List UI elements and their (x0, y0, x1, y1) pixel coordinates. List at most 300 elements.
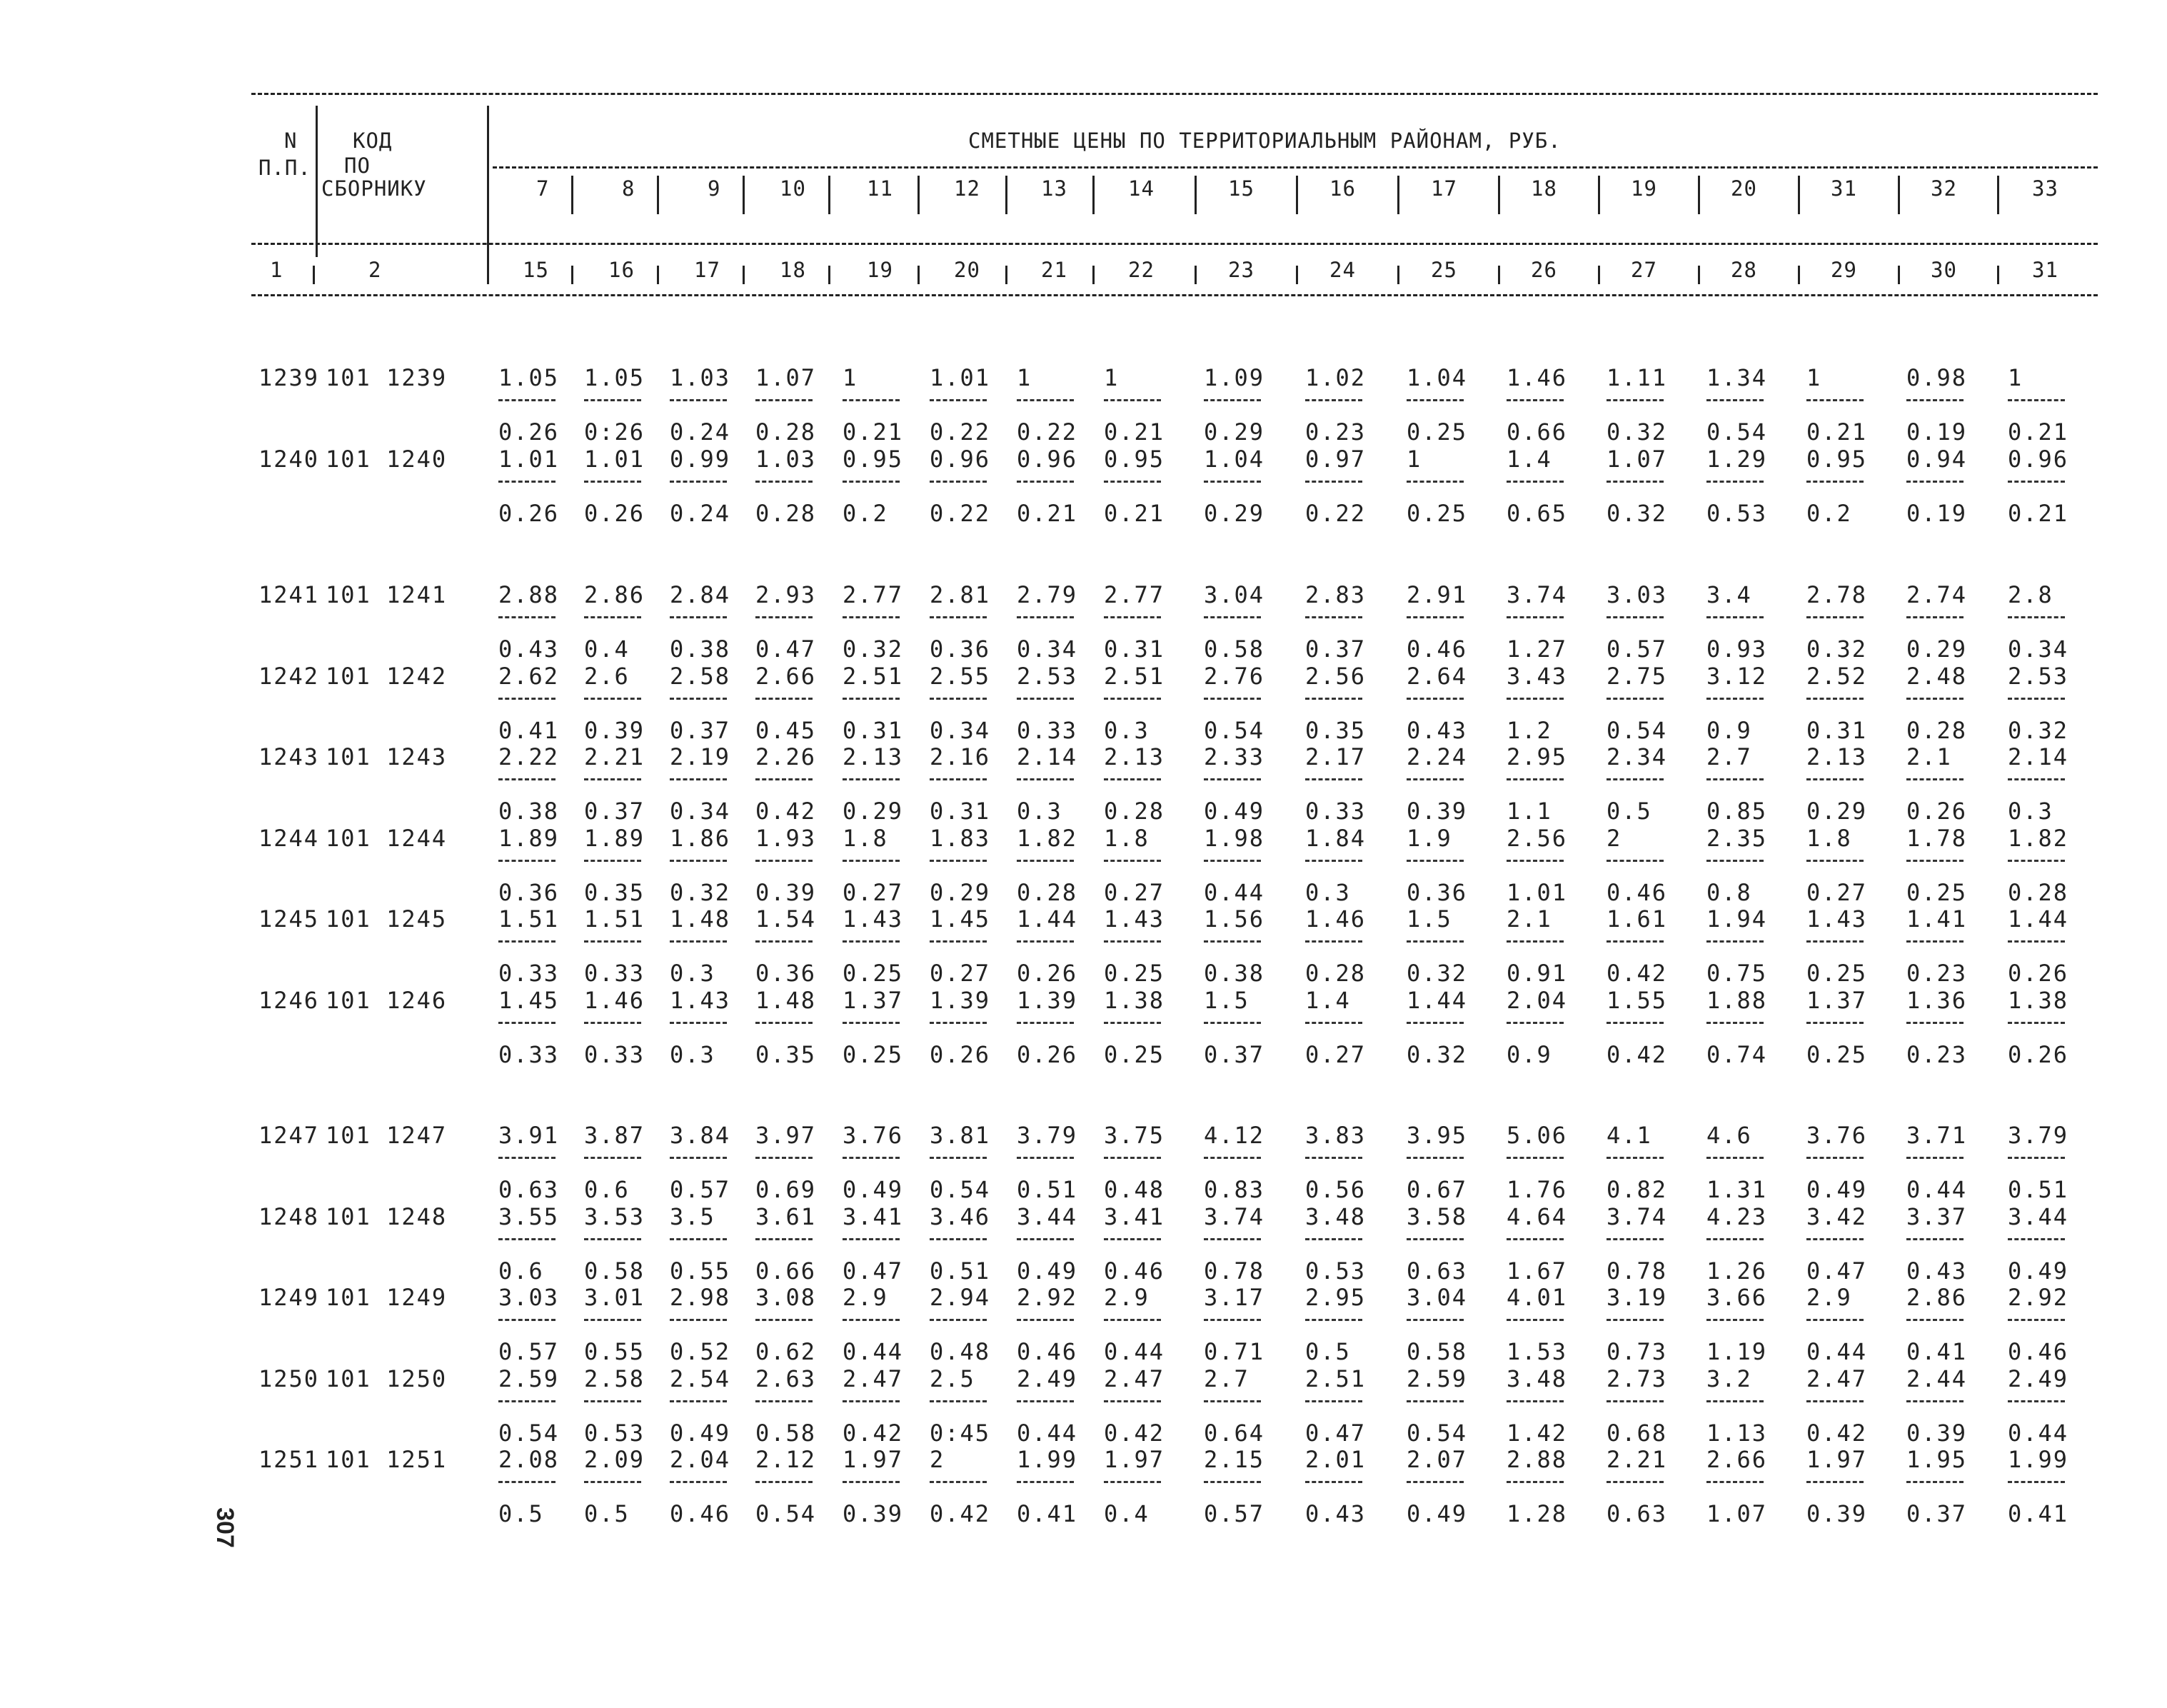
price-total: 1.98 (1204, 824, 1265, 852)
fraction-bar (1706, 1400, 1764, 1402)
price-total: 2.9 (1806, 1284, 1852, 1311)
price-wage: 0.44 (1906, 1176, 1968, 1203)
fraction-bar (1507, 616, 1564, 618)
column-number: 28 (1731, 258, 1757, 282)
price-total: 4.23 (1706, 1202, 1768, 1230)
fraction-bar (1104, 1022, 1161, 1024)
price-total: 1.45 (930, 905, 991, 933)
price-total: 2 (930, 1446, 945, 1473)
price-total: 0.94 (1906, 445, 1968, 473)
price-total: 2.88 (1507, 1446, 1568, 1473)
header-separator-district (1898, 176, 1900, 214)
price-total: 2.58 (670, 662, 731, 690)
fraction-bar (1906, 778, 1964, 780)
header-separator-district (1092, 176, 1095, 214)
fraction-bar (584, 1238, 641, 1240)
header-separator-district (1598, 176, 1600, 214)
price-total: 1.04 (1407, 364, 1468, 391)
price-wage: 0.32 (1607, 499, 1668, 527)
price-total: 1.95 (1906, 1446, 1968, 1473)
fraction-bar (670, 481, 727, 483)
price-total: 2.04 (670, 1446, 731, 1473)
price-total: 0.95 (843, 445, 904, 473)
fraction-bar (843, 399, 900, 401)
fraction-bar (930, 399, 987, 401)
fraction-bar (1706, 481, 1764, 483)
kod-label-2: ПО (344, 154, 371, 178)
price-wage: 0.23 (1305, 418, 1367, 446)
price-wage: 0.66 (755, 1257, 817, 1285)
fraction-bar (1204, 1400, 1261, 1402)
price-wage: 1.07 (1706, 1500, 1768, 1527)
price-wage: 0.37 (1906, 1500, 1968, 1527)
header-separator-district (1698, 176, 1700, 214)
header-separator-colnum (1296, 266, 1298, 284)
fraction-bar (670, 1400, 727, 1402)
fraction-bar (755, 1157, 813, 1159)
price-wage: 0.41 (1017, 1500, 1078, 1527)
price-total: 3.01 (584, 1284, 645, 1311)
price-wage: 0.27 (1305, 1040, 1367, 1068)
fraction-bar (755, 940, 813, 943)
price-total: 4.1 (1607, 1122, 1652, 1149)
fraction-bar (755, 698, 813, 700)
fraction-bar (1017, 1319, 1074, 1321)
price-total: 1.44 (1407, 986, 1468, 1014)
price-total: 3.2 (1706, 1365, 1752, 1392)
price-total: 2.14 (2008, 743, 2069, 770)
header-separator-district (1296, 176, 1298, 214)
price-total: 1.51 (584, 905, 645, 933)
price-wage: 0.54 (1204, 716, 1265, 744)
price-total: 3.55 (498, 1202, 560, 1230)
price-total: 3.58 (1407, 1202, 1468, 1230)
price-total: 0.97 (1305, 445, 1367, 473)
column-number: 20 (954, 258, 980, 282)
price-wage: 0.71 (1204, 1338, 1265, 1365)
row-npp: 1245 (258, 905, 320, 933)
price-total: 2.54 (670, 1365, 731, 1392)
price-total: 1.93 (755, 824, 817, 852)
price-total: 2.01 (1305, 1446, 1367, 1473)
fraction-bar (1017, 481, 1074, 483)
price-wage: 1.26 (1706, 1257, 1768, 1285)
price-total: 2.59 (498, 1365, 560, 1392)
price-wage: 0.3 (670, 1040, 715, 1068)
price-wage: 0.55 (670, 1257, 731, 1285)
price-total: 2.52 (1806, 662, 1868, 690)
fraction-bar (2008, 778, 2065, 780)
fraction-bar (843, 698, 900, 700)
price-wage: 0.21 (1104, 499, 1165, 527)
price-total: 3.37 (1906, 1202, 1968, 1230)
price-wage: 0.22 (930, 499, 991, 527)
price-total: 3.74 (1507, 581, 1568, 608)
price-wage: 0.28 (1906, 716, 1968, 744)
price-total: 3.91 (498, 1122, 560, 1149)
price-wage: 0.33 (498, 1040, 560, 1068)
header-separator-colnum (743, 266, 745, 284)
price-total: 1.39 (1017, 986, 1078, 1014)
price-total: 3.97 (755, 1122, 817, 1149)
row-code: 101 1248 (326, 1202, 448, 1230)
price-wage: 0.31 (1806, 716, 1868, 744)
price-total: 3.75 (1104, 1122, 1165, 1149)
price-total: 0.98 (1906, 364, 1968, 391)
district-number: 10 (780, 176, 806, 201)
price-wage: 0.25 (1407, 418, 1468, 446)
district-number: 20 (1731, 176, 1757, 201)
price-wage: 0.91 (1507, 960, 1568, 987)
fraction-bar (843, 481, 900, 483)
price-wage: 0.46 (2008, 1338, 2069, 1365)
price-total: 2.77 (1104, 581, 1165, 608)
fraction-bar (1706, 940, 1764, 943)
fraction-bar (1806, 1319, 1864, 1321)
fraction-bar (1017, 698, 1074, 700)
price-total: 3.46 (930, 1202, 991, 1230)
row-npp: 1248 (258, 1202, 320, 1230)
price-wage: 0.36 (755, 960, 817, 987)
price-total: 1.94 (1706, 905, 1768, 933)
price-wage: 0.26 (1017, 960, 1078, 987)
price-total: 3.76 (843, 1122, 904, 1149)
header-separator-colnum (1598, 266, 1600, 284)
price-total: 2.16 (930, 743, 991, 770)
price-wage: 0.57 (1204, 1500, 1265, 1527)
price-total: 1.34 (1706, 364, 1768, 391)
price-total: 3.74 (1607, 1202, 1668, 1230)
fraction-bar (1706, 1022, 1764, 1024)
price-wage: 0.74 (1706, 1040, 1768, 1068)
column-number: 26 (1531, 258, 1557, 282)
fraction-bar (2008, 1157, 2065, 1159)
price-wage: 0.26 (498, 418, 560, 446)
fraction-bar (1305, 1238, 1362, 1240)
price-total: 1.01 (930, 364, 991, 391)
fraction-bar (1507, 1481, 1564, 1483)
price-wage: 0.39 (1906, 1419, 1968, 1447)
price-total: 3.83 (1305, 1122, 1367, 1149)
fraction-bar (1017, 1238, 1074, 1240)
price-wage: 0.25 (1104, 960, 1165, 987)
fraction-bar (1706, 616, 1764, 618)
price-total: 1.97 (843, 1446, 904, 1473)
price-total: 1.89 (584, 824, 645, 852)
fraction-bar (498, 1319, 555, 1321)
fraction-bar (930, 860, 987, 862)
fraction-bar (1806, 1238, 1864, 1240)
price-wage: 0.27 (1806, 878, 1868, 906)
price-wage: 0.27 (1104, 878, 1165, 906)
price-wage: 0.28 (755, 418, 817, 446)
row-code: 101 1241 (326, 581, 448, 608)
fraction-bar (2008, 616, 2065, 618)
fraction-bar (1806, 399, 1864, 401)
price-total: 1 (1017, 364, 1032, 391)
price-wage: 0.63 (1607, 1500, 1668, 1527)
header-separator-district (1997, 176, 1999, 214)
fraction-bar (498, 1400, 555, 1402)
fraction-bar (1104, 1157, 1161, 1159)
fraction-bar (1407, 1157, 1464, 1159)
fraction-bar (584, 1022, 641, 1024)
header-bottom-rule (251, 294, 2098, 296)
header-separator-colnum (828, 266, 830, 284)
price-wage: 0.32 (2008, 716, 2069, 744)
district-number: 19 (1631, 176, 1657, 201)
price-total: 2.33 (1204, 743, 1265, 770)
header-separator-colnum (571, 266, 573, 284)
price-total: 1.86 (670, 824, 731, 852)
price-wage: 0.24 (670, 499, 731, 527)
price-total: 4.64 (1507, 1202, 1568, 1230)
fraction-bar (1507, 1319, 1564, 1321)
fraction-bar (1104, 1481, 1161, 1483)
price-total: 0.96 (2008, 445, 2069, 473)
price-wage: 0.46 (1104, 1257, 1165, 1285)
price-total: 4.01 (1507, 1284, 1568, 1311)
header-separator-colnum (1005, 266, 1007, 284)
price-wage: 1.76 (1507, 1176, 1568, 1203)
fraction-bar (1407, 399, 1464, 401)
price-total: 3.19 (1607, 1284, 1668, 1311)
price-wage: 0.51 (1017, 1176, 1078, 1203)
fraction-bar (1407, 778, 1464, 780)
price-wage: 0.93 (1706, 636, 1768, 663)
fraction-bar (843, 1319, 900, 1321)
price-total: 0.95 (1104, 445, 1165, 473)
price-total: 2.58 (584, 1365, 645, 1392)
fraction-bar (1706, 698, 1764, 700)
price-wage: 0.68 (1607, 1419, 1668, 1447)
price-wage: 0.29 (1204, 499, 1265, 527)
price-total: 0.96 (1017, 445, 1078, 473)
fraction-bar (498, 778, 555, 780)
fraction-bar (1305, 481, 1362, 483)
fraction-bar (498, 1481, 555, 1483)
column-number: 25 (1431, 258, 1457, 282)
fraction-bar (1305, 1157, 1362, 1159)
fraction-bar (1407, 860, 1464, 862)
fraction-bar (498, 940, 555, 943)
price-wage: 0.3 (1305, 878, 1351, 906)
price-total: 3.12 (1706, 662, 1768, 690)
header-separator-colnum (917, 266, 920, 284)
price-wage: 0.3 (670, 960, 715, 987)
price-wage: 1.67 (1507, 1257, 1568, 1285)
price-total: 1.38 (2008, 986, 2069, 1014)
price-total: 3.04 (1407, 1284, 1468, 1311)
price-wage: 0.21 (2008, 499, 2069, 527)
fraction-bar (843, 778, 900, 780)
price-total: 2.75 (1607, 662, 1668, 690)
fraction-bar (2008, 860, 2065, 862)
fraction-bar (930, 698, 987, 700)
fraction-bar (1407, 1319, 1464, 1321)
header-separator-district (1397, 176, 1399, 214)
price-total: 2.17 (1305, 743, 1367, 770)
price-wage: 0.28 (1017, 878, 1078, 906)
price-wage: 0.39 (1806, 1500, 1868, 1527)
price-wage: 1.42 (1507, 1419, 1568, 1447)
price-wage: 0.5 (1607, 798, 1652, 825)
price-total: 1.02 (1305, 364, 1367, 391)
fraction-bar (1607, 399, 1664, 401)
price-total: 1.99 (1017, 1446, 1078, 1473)
price-wage: 1.13 (1706, 1419, 1768, 1447)
price-wage: 0.83 (1204, 1176, 1265, 1203)
fraction-bar (670, 399, 727, 401)
price-wage: 0.42 (930, 1500, 991, 1527)
kod-label-1: КОД (353, 129, 393, 153)
price-wage: 0.34 (1017, 636, 1078, 663)
row-npp: 1247 (258, 1122, 320, 1149)
fraction-bar (1204, 698, 1261, 700)
price-total: 2.81 (930, 581, 991, 608)
header-separator-colnum (657, 266, 659, 284)
fraction-bar (1305, 940, 1362, 943)
price-wage: 0.39 (755, 878, 817, 906)
fraction-bar (1806, 1157, 1864, 1159)
fraction-bar (1507, 1022, 1564, 1024)
fraction-bar (1507, 1238, 1564, 1240)
price-total: 2.53 (1017, 662, 1078, 690)
fraction-bar (1204, 860, 1261, 862)
fraction-bar (755, 860, 813, 862)
fraction-bar (1607, 860, 1664, 862)
price-wage: 0.26 (1906, 798, 1968, 825)
fraction-bar (843, 1238, 900, 1240)
price-wage: 0.2 (1806, 499, 1852, 527)
fraction-bar (1204, 1157, 1261, 1159)
fraction-bar (1104, 778, 1161, 780)
price-wage: 0.49 (843, 1176, 904, 1203)
price-total: 1.07 (1607, 445, 1668, 473)
price-wage: 0.5 (1305, 1338, 1351, 1365)
fraction-bar (2008, 1022, 2065, 1024)
price-total: 2.34 (1607, 743, 1668, 770)
fraction-bar (1104, 698, 1161, 700)
price-total: 2.21 (1607, 1446, 1668, 1473)
price-wage: 0.67 (1407, 1176, 1468, 1203)
price-total: 3.03 (1607, 581, 1668, 608)
price-wage: 0.25 (1906, 878, 1968, 906)
price-total: 1.46 (1507, 364, 1568, 391)
price-wage: 0.49 (1017, 1257, 1078, 1285)
fraction-bar (1104, 399, 1161, 401)
price-total: 3.44 (2008, 1202, 2069, 1230)
price-wage: 1.53 (1507, 1338, 1568, 1365)
price-wage: 0.4 (584, 636, 630, 663)
fraction-bar (1607, 1238, 1664, 1240)
fraction-bar (930, 1157, 987, 1159)
price-total: 2.51 (1104, 662, 1165, 690)
header-separator-colnum (1898, 266, 1900, 284)
price-total: 2.86 (1906, 1284, 1968, 1311)
fraction-bar (1607, 616, 1664, 618)
price-wage: 0.19 (1906, 499, 1968, 527)
price-wage: 0.58 (755, 1419, 817, 1447)
column-number: 1 (270, 258, 283, 282)
price-total: 2.62 (498, 662, 560, 690)
price-total: 1.03 (670, 364, 731, 391)
price-total: 1.78 (1906, 824, 1968, 852)
fraction-bar (498, 616, 555, 618)
npp-label-2: П.П. (258, 156, 311, 180)
price-total: 3.17 (1204, 1284, 1265, 1311)
header-separator-colnum (1397, 266, 1399, 284)
price-wage: 0.54 (1607, 716, 1668, 744)
price-wage: 0.33 (584, 960, 645, 987)
price-total: 2.35 (1706, 824, 1768, 852)
price-total: 5.06 (1507, 1122, 1568, 1149)
price-total: 1.4 (1507, 445, 1552, 473)
price-total: 2.15 (1204, 1446, 1265, 1473)
price-total: 1.43 (670, 986, 731, 1014)
price-total: 1.41 (1906, 905, 1968, 933)
price-wage: 1.28 (1507, 1500, 1568, 1527)
fraction-bar (1507, 1157, 1564, 1159)
price-wage: 0.32 (670, 878, 731, 906)
price-total: 1.5 (1407, 905, 1452, 933)
price-total: 1.56 (1204, 905, 1265, 933)
price-total: 2.63 (755, 1365, 817, 1392)
price-total: 2.94 (930, 1284, 991, 1311)
row-code: 101 1250 (326, 1365, 448, 1392)
price-total: 2.51 (843, 662, 904, 690)
fraction-bar (1305, 698, 1362, 700)
fraction-bar (755, 1319, 813, 1321)
price-total: 2.95 (1305, 1284, 1367, 1311)
price-total: 2.8 (2008, 581, 2053, 608)
fraction-bar (1607, 698, 1664, 700)
row-code: 101 1244 (326, 824, 448, 852)
price-wage: 0.9 (1507, 1040, 1552, 1068)
price-total: 2.13 (1104, 743, 1165, 770)
price-wage: 0.48 (1104, 1176, 1165, 1203)
price-total: 1.39 (930, 986, 991, 1014)
price-wage: 0.44 (843, 1338, 904, 1365)
fraction-bar (1806, 1400, 1864, 1402)
price-wage: 0.21 (843, 418, 904, 446)
price-wage: 0.25 (1806, 960, 1868, 987)
price-total: 1.43 (1806, 905, 1868, 933)
district-number: 9 (708, 176, 721, 201)
price-total: 3.79 (2008, 1122, 2069, 1149)
fraction-bar (1204, 940, 1261, 943)
price-total: 1.8 (843, 824, 888, 852)
price-total: 1.9 (1407, 824, 1452, 852)
price-total: 2.49 (2008, 1365, 2069, 1392)
price-wage: 0.78 (1204, 1257, 1265, 1285)
price-total: 2.1 (1906, 743, 1952, 770)
fraction-bar (1407, 1481, 1464, 1483)
fraction-bar (1204, 778, 1261, 780)
price-wage: 0.29 (930, 878, 991, 906)
price-wage: 0.58 (1407, 1338, 1468, 1365)
price-total: 2.64 (1407, 662, 1468, 690)
district-number: 16 (1329, 176, 1356, 201)
price-total: 2 (1607, 824, 1622, 852)
fraction-bar (1407, 940, 1464, 943)
fraction-bar (1507, 698, 1564, 700)
price-wage: 0.41 (498, 716, 560, 744)
price-total: 2.47 (1806, 1365, 1868, 1392)
price-wage: 0.26 (584, 499, 645, 527)
price-total: 1.29 (1706, 445, 1768, 473)
price-wage: 0.2 (843, 499, 888, 527)
